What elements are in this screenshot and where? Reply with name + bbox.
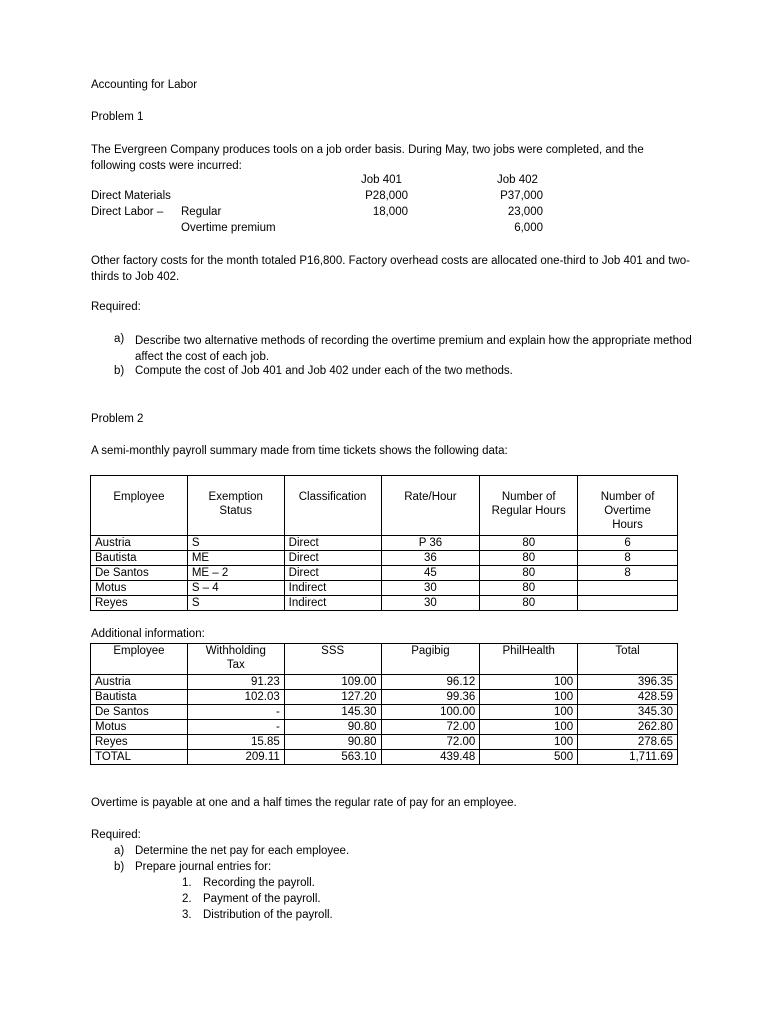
regular-job402: 23,000 [507, 206, 543, 218]
cell-total: 262.80 [578, 720, 678, 735]
req-b-letter: b) [114, 365, 125, 377]
cell-exemption: S – 4 [187, 581, 284, 596]
cell-classification: Direct [284, 536, 381, 551]
overtime-job402: 6,000 [514, 222, 543, 234]
cell-sss: 90.80 [284, 720, 381, 735]
col-job401: Job 401 [361, 174, 402, 186]
journal-item-number: 3. [182, 909, 192, 921]
problem1-intro: The Evergreen Company produces tools on a job order basis. During May, two jobs were completed, and the following costs were incurred: [91, 144, 644, 172]
overtime-label: Overtime premium [181, 222, 276, 234]
payroll-row [91, 581, 678, 596]
cell-employee: Austria [91, 536, 188, 551]
header-withholding: Withholding Tax [187, 644, 284, 675]
cell-pagibig: 72.00 [381, 720, 480, 735]
cell-exemption: ME – 2 [187, 566, 284, 581]
cell-sss: 127.20 [284, 690, 381, 705]
cell-employee: Reyes [91, 735, 188, 750]
cell-classification: Indirect [284, 581, 381, 596]
cell-employee: Motus [91, 720, 188, 735]
cell-pagibig: 72.00 [381, 735, 480, 750]
direct-materials-label: Direct Materials [91, 190, 171, 202]
deductions-row [91, 735, 678, 750]
header-rate: Rate/Hour [381, 476, 480, 536]
cell-overtime [578, 581, 678, 596]
journal-item-text: Distribution of the payroll. [203, 909, 333, 921]
cell-philhealth: 500 [480, 750, 578, 765]
payroll-row [91, 596, 678, 611]
cell-employee: De Santos [91, 705, 188, 720]
cell-employee: TOTAL [91, 750, 188, 765]
cell-employee: De Santos [91, 566, 188, 581]
cell-employee: Reyes [91, 596, 188, 611]
payroll-row [91, 566, 678, 581]
cell-regular: 80 [480, 581, 578, 596]
req-a-letter: a) [114, 333, 125, 345]
cell-regular: 80 [480, 536, 578, 551]
cell-overtime: 8 [578, 551, 678, 566]
problem1-heading: Problem 1 [91, 111, 144, 123]
cell-withholding: - [187, 720, 284, 735]
p2-req-b-letter: b) [114, 861, 125, 873]
cell-rate: 36 [381, 551, 480, 566]
header-pagibig: Pagibig [381, 644, 480, 675]
cell-rate: 30 [381, 596, 480, 611]
header-philhealth: PhilHealth [480, 644, 578, 675]
cell-philhealth: 100 [480, 690, 578, 705]
problem2-required-label: Required: [91, 829, 141, 841]
direct-labor-label: Direct Labor – [91, 206, 164, 218]
req-b-text: Compute the cost of Job 401 and Job 402 under each of the two methods. [135, 365, 513, 377]
cell-sss: 145.30 [284, 705, 381, 720]
journal-item-number: 2. [182, 893, 192, 905]
cell-philhealth: 100 [480, 675, 578, 690]
journal-item-text: Recording the payroll. [203, 877, 315, 889]
cell-sss: 90.80 [284, 735, 381, 750]
cell-employee: Austria [91, 675, 188, 690]
cell-regular: 80 [480, 551, 578, 566]
cell-sss: 563.10 [284, 750, 381, 765]
cell-regular: 80 [480, 566, 578, 581]
regular-label: Regular [181, 206, 222, 218]
header-employee: Employee [91, 476, 188, 536]
problem1-required-label: Required: [91, 301, 141, 313]
cell-total: 345.30 [578, 705, 678, 720]
p2-req-a-text: Determine the net pay for each employee. [135, 845, 350, 857]
payroll-table [90, 475, 678, 611]
cell-overtime: 8 [578, 566, 678, 581]
deductions-header-row [91, 644, 678, 675]
deductions-total-row [91, 750, 678, 765]
cell-classification: Indirect [284, 596, 381, 611]
other-costs-paragraph: Other factory costs for the month totaled P16,800. Factory overhead costs are allocated one-third to Job 401 and two-thirds to Job 402. [91, 255, 690, 283]
cell-overtime: 6 [578, 536, 678, 551]
cell-rate: 30 [381, 581, 480, 596]
header-total: Total [578, 644, 678, 675]
cell-employee: Motus [91, 581, 188, 596]
deductions-table [90, 643, 678, 765]
regular-job401: 18,000 [372, 206, 408, 218]
header-exemption: Exemption Status [187, 476, 284, 536]
payroll-row [91, 551, 678, 566]
cell-employee: Bautista [91, 690, 188, 705]
journal-item-number: 1. [182, 877, 192, 889]
header-sss: SSS [284, 644, 381, 675]
req-a-text: Describe two alternative methods of recording the overtime premium and explain how the appropriate method affect the cost of each job. [135, 335, 692, 363]
cell-withholding: 91.23 [187, 675, 284, 690]
cell-total: 278.65 [578, 735, 678, 750]
cell-withholding: - [187, 705, 284, 720]
dm-job401: P28,000 [365, 190, 408, 202]
cell-classification: Direct [284, 566, 381, 581]
cell-pagibig: 96.12 [381, 675, 480, 690]
cell-withholding: 15.85 [187, 735, 284, 750]
p2-req-a-letter: a) [114, 845, 125, 857]
cell-total: 396.35 [578, 675, 678, 690]
header-overtime-hours: Number of Overtime Hours [578, 476, 678, 536]
header-regular-hours: Number of Regular Hours [480, 476, 578, 536]
cell-philhealth: 100 [480, 720, 578, 735]
cell-philhealth: 100 [480, 705, 578, 720]
payroll-header-row [91, 476, 678, 536]
cell-sss: 109.00 [284, 675, 381, 690]
problem2-intro: A semi-monthly payroll summary made from time tickets shows the following data: [91, 445, 508, 457]
problem2-heading: Problem 2 [91, 413, 144, 425]
cell-exemption: S [187, 596, 284, 611]
cell-classification: Direct [284, 551, 381, 566]
header-classification: Classification [284, 476, 381, 536]
deductions-row [91, 705, 678, 720]
header-employee: Employee [91, 644, 188, 675]
p2-req-b-text: Prepare journal entries for: [135, 861, 272, 873]
cell-withholding: 102.03 [187, 690, 284, 705]
cell-regular: 80 [480, 596, 578, 611]
cell-pagibig: 100.00 [381, 705, 480, 720]
overtime-note: Overtime is payable at one and a half times the regular rate of pay for an employee. [91, 797, 517, 809]
cell-rate: P 36 [381, 536, 480, 551]
cell-withholding: 209.11 [187, 750, 284, 765]
cell-exemption: ME [187, 551, 284, 566]
col-job402: Job 402 [497, 174, 538, 186]
cell-philhealth: 100 [480, 735, 578, 750]
additional-info-label: Additional information: [91, 628, 205, 640]
document-title: Accounting for Labor [91, 79, 198, 91]
cell-total: 1,711.69 [578, 750, 678, 765]
cell-total: 428.59 [578, 690, 678, 705]
cell-employee: Bautista [91, 551, 188, 566]
deductions-row [91, 690, 678, 705]
deductions-row [91, 720, 678, 735]
deductions-row [91, 675, 678, 690]
payroll-row [91, 536, 678, 551]
cell-overtime [578, 596, 678, 611]
cell-exemption: S [187, 536, 284, 551]
cell-pagibig: 439.48 [381, 750, 480, 765]
journal-item-text: Payment of the payroll. [203, 893, 321, 905]
cell-rate: 45 [381, 566, 480, 581]
cell-pagibig: 99.36 [381, 690, 480, 705]
dm-job402: P37,000 [500, 190, 543, 202]
